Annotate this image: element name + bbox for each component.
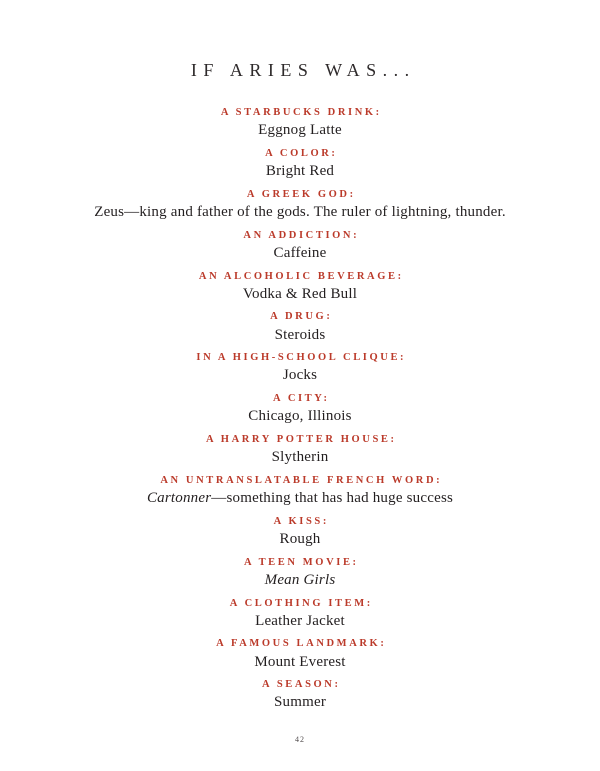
item-category-label: A STARBUCKS DRINK: [220, 107, 382, 118]
list-item [30, 678, 570, 712]
item-category-label: A CLOTHING ITEM: [229, 597, 373, 609]
item-answer [30, 244, 570, 263]
list-item [30, 351, 570, 385]
item-category-label: A CITY: [272, 393, 330, 405]
item-answer [30, 203, 570, 222]
item-category-label: AN ALCOHOLIC BEVERAGE: [198, 270, 404, 282]
item-answer [30, 407, 570, 426]
answer-text-part: —something that has had huge success [211, 490, 454, 506]
list-item [30, 188, 570, 222]
answer-text-part: Chicago, Illinois [248, 408, 352, 425]
list-item [30, 147, 570, 181]
list-item [30, 270, 570, 304]
item-answer [30, 693, 570, 712]
list-item [30, 392, 570, 426]
answer-text-part: Vodka & Red Bull [242, 285, 358, 302]
list-item [30, 556, 570, 590]
item-answer [30, 162, 570, 181]
item-category-label: AN UNTRANSLATABLE FRENCH WORD: [160, 474, 443, 486]
item-category-label: A TEEN MOVIE: [243, 556, 359, 568]
item-category-label: A FAMOUS LANDMARK: [216, 638, 387, 650]
list-item [30, 433, 570, 467]
item-category-label: AN ADDICTION: [243, 229, 360, 241]
answer-text-part: Leather Jacket [255, 612, 345, 629]
item-category-label: IN A HIGH-SCHOOL CLIQUE: [196, 352, 407, 364]
item-answer [30, 571, 570, 590]
answer-text-part: Summer [273, 694, 327, 711]
item-category-label: A GREEK GOD: [246, 188, 356, 200]
item-answer [30, 326, 570, 345]
answer-text-part: Steroids [274, 326, 326, 343]
item-answer [30, 489, 570, 508]
item-category-label: A HARRY POTTER HOUSE: [205, 434, 397, 445]
list-item [30, 229, 570, 263]
item-category-label: A COLOR: [265, 147, 338, 159]
item-category-label: A SEASON: [262, 679, 341, 691]
answer-text-part: Jocks [282, 367, 318, 384]
list-item [30, 597, 570, 631]
list-item [30, 474, 570, 508]
list-item [30, 637, 570, 671]
answer-text-part: Rough [279, 530, 321, 547]
answer-text-part: Caffeine [273, 244, 327, 261]
page-number: 42 [295, 735, 305, 744]
item-answer [30, 285, 570, 304]
item-answer [30, 366, 570, 385]
answer-text-part: Zeus—king and father of the gods. The ruler of lightning, thunder. [94, 203, 506, 220]
answer-italic-part: Mean Girls [264, 571, 336, 588]
items-list [0, 106, 600, 712]
list-item [30, 106, 570, 140]
item-category-label: A DRUG: [270, 311, 333, 323]
list-item [30, 310, 570, 344]
item-answer [30, 653, 570, 672]
item-category-label: A KISS: [273, 515, 329, 527]
answer-text-part: Mount Everest [254, 653, 346, 670]
answer-text-part: Bright Red [265, 163, 335, 179]
item-answer [30, 530, 570, 549]
item-answer [30, 448, 570, 467]
answer-text-part: Slytherin [271, 449, 329, 466]
answer-italic-part: Cartonner [146, 490, 212, 506]
page-title: IF ARIES WAS... [190, 60, 416, 80]
item-answer [30, 612, 570, 631]
answer-text-part: Eggnog Latte [258, 122, 342, 139]
list-item [30, 515, 570, 549]
item-answer [30, 121, 570, 140]
